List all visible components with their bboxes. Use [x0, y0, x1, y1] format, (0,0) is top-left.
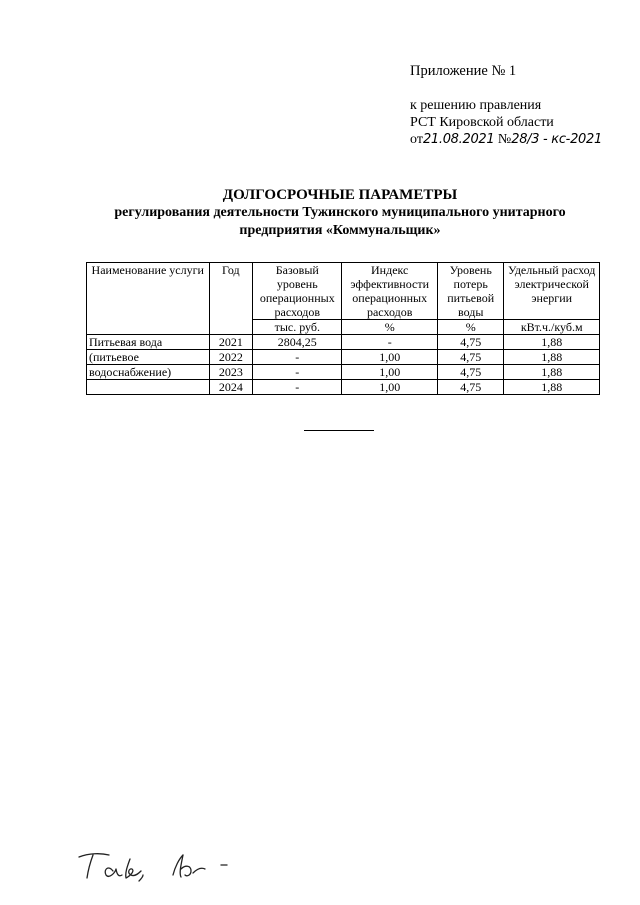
table-row — [87, 335, 600, 350]
year-cell: 2024 — [209, 380, 253, 395]
table-row — [87, 350, 600, 365]
decision-reference — [410, 97, 602, 148]
decision-line-1: к решению правления — [410, 98, 542, 113]
end-divider — [304, 430, 374, 431]
energy-cell: 1,88 — [504, 365, 600, 380]
base-level-cell: 2804,25 — [253, 335, 342, 350]
header-energy: Удельный расход электрической энергии — [504, 263, 600, 320]
loss-level-cell: 4,75 — [437, 365, 503, 380]
decision-number-prefix: № — [497, 132, 512, 147]
efficiency-index-cell: 1,00 — [342, 350, 438, 365]
base-level-cell: - — [253, 350, 342, 365]
header-service: Наименование услуги — [87, 263, 210, 335]
energy-cell: 1,88 — [504, 380, 600, 395]
title-main: ДОЛГОСРОЧНЫЕ ПАРАМЕТРЫ — [222, 187, 458, 203]
efficiency-index-cell: - — [342, 335, 438, 350]
table-header-row — [87, 263, 600, 320]
year-cell: 2021 — [209, 335, 253, 350]
parameters-table — [86, 262, 600, 395]
service-cell-3: водоснабжение) — [87, 365, 210, 380]
service-cell-4 — [87, 380, 210, 395]
unit-efficiency-index: % — [342, 320, 438, 335]
energy-cell: 1,88 — [504, 350, 600, 365]
efficiency-index-cell: 1,00 — [342, 380, 438, 395]
loss-level-cell: 4,75 — [437, 350, 503, 365]
year-cell: 2023 — [209, 365, 253, 380]
energy-cell: 1,88 — [504, 335, 600, 350]
efficiency-index-cell: 1,00 — [342, 365, 438, 380]
title-line-2: регулирования деятельности Тужинского муниципального унитарного — [114, 205, 566, 220]
header-base-level: Базовый уровень операционных расходов — [253, 263, 342, 320]
base-level-cell: - — [253, 365, 342, 380]
base-level-cell: - — [253, 380, 342, 395]
decision-date: 21.08.2021 — [422, 132, 495, 147]
handwritten-initials — [75, 845, 245, 885]
appendix-label: Приложение № 1 — [410, 63, 517, 79]
table-row — [87, 380, 600, 395]
decision-line-2: РСТ Кировской области — [410, 115, 554, 130]
service-cell-2: (питьевое — [87, 350, 210, 365]
loss-level-cell: 4,75 — [437, 380, 503, 395]
year-cell: 2022 — [209, 350, 253, 365]
table-row — [87, 365, 600, 380]
unit-energy: кВт.ч./куб.м — [504, 320, 600, 335]
loss-level-cell: 4,75 — [437, 335, 503, 350]
header-efficiency-index: Индекс эффективности операционных расходов — [342, 263, 438, 320]
decision-number: 28/3 - кс-2021 — [511, 132, 602, 147]
unit-loss-level: % — [437, 320, 503, 335]
unit-base-level: тыс. руб. — [253, 320, 342, 335]
service-cell-1: Питьевая вода — [87, 335, 210, 350]
title-line-3: предприятия «Коммунальщик» — [239, 223, 441, 238]
decision-line-3 — [410, 131, 602, 148]
header-loss-level: Уровень потерь питьевой воды — [437, 263, 503, 320]
decision-from-prefix: от — [410, 132, 423, 147]
document-title — [60, 186, 620, 240]
header-year: Год — [209, 263, 253, 335]
